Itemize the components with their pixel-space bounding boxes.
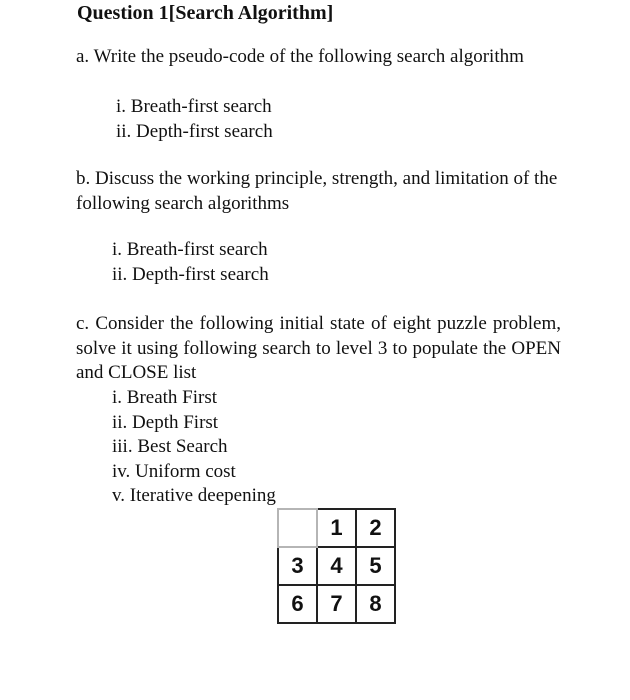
part-b-list [112,238,269,287]
puzzle-cell: 8 [356,585,395,623]
part-a-item: i. Breath-first search [116,96,272,117]
part-b-item: i. Breath-first search [112,239,268,260]
puzzle-row [278,547,395,585]
part-c-item: v. Iterative deepening [112,485,276,506]
puzzle-cell: 4 [317,547,356,585]
question-title: Question 1[Search Algorithm] [77,2,334,24]
puzzle-cell-blank [278,509,317,547]
puzzle-row [278,509,395,547]
part-c-text: c. Consider the following initial state of eight puzzle problem, solve it using following search to level 3 to populate the OPEN and CLOSE list [76,313,561,383]
part-b-item: ii. Depth-first search [112,263,269,285]
puzzle-cell: 7 [317,585,356,623]
puzzle-cell: 1 [317,509,356,547]
part-c-item: iii. Best Search [112,436,228,457]
part-c-list [112,386,276,509]
puzzle-row [278,585,395,623]
part-a-text: a. Write the pseudo-code of the following search algorithm [76,46,524,67]
puzzle-cell: 3 [278,547,317,585]
part-a-item: ii. Depth-first search [116,120,273,142]
puzzle-cell: 2 [356,509,395,547]
puzzle-cell: 6 [278,585,317,623]
eight-puzzle-grid [277,508,396,624]
part-a-list [116,95,273,144]
part-b-text: b. Discuss the working principle, strength, and limitation of the following search algorithms [76,168,558,214]
puzzle-cell: 5 [356,547,395,585]
part-c-item: ii. Depth First [112,411,219,433]
part-c-item: i. Breath First [112,387,218,408]
part-c-item: iv. Uniform cost [112,460,236,482]
